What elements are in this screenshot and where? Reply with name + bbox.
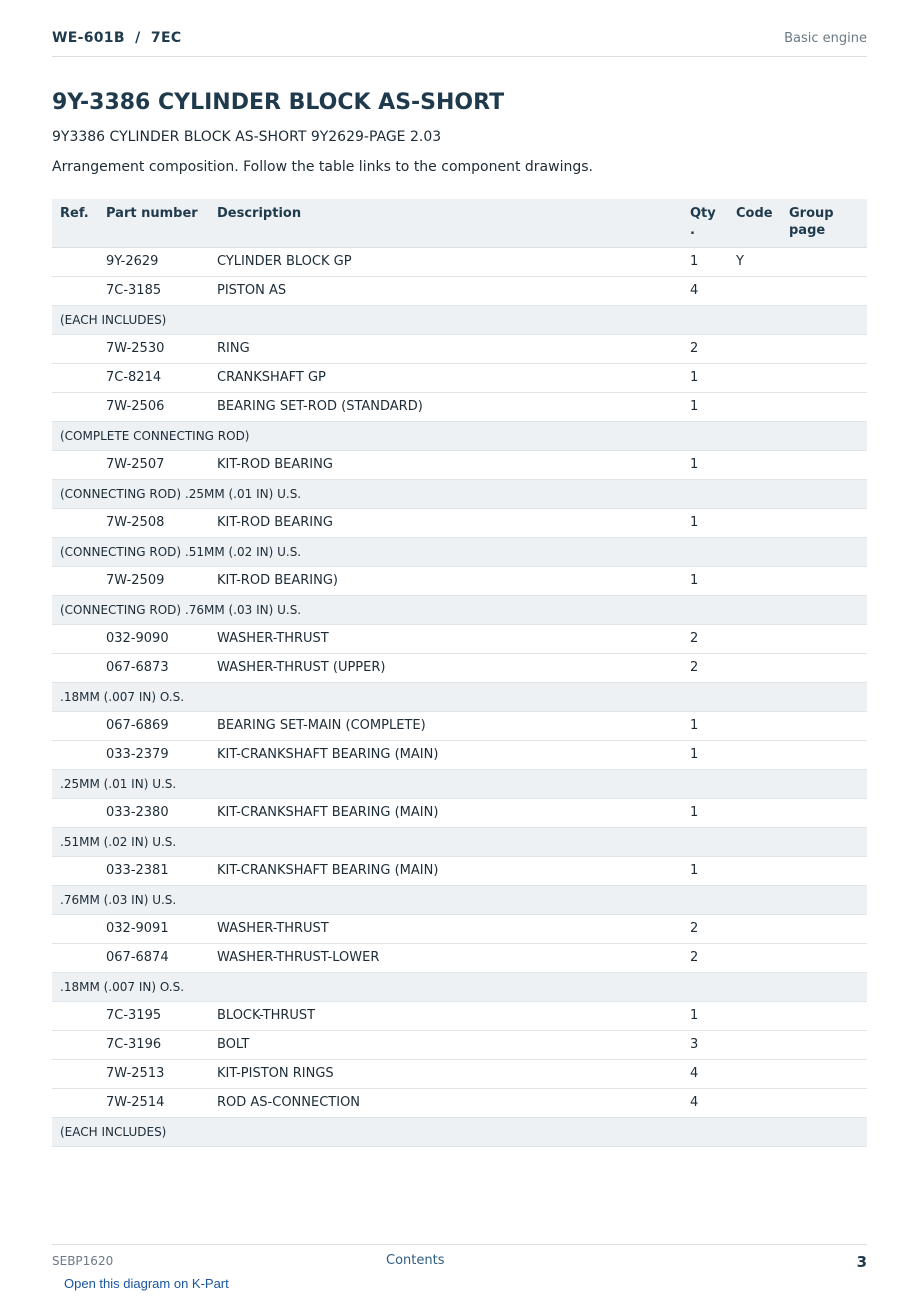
group-page-cell bbox=[781, 624, 867, 653]
part-number-cell: 067-6873 bbox=[98, 653, 209, 682]
code-cell bbox=[728, 508, 781, 537]
description-cell: KIT-CRANKSHAFT BEARING (MAIN) bbox=[209, 740, 682, 769]
note-text: (EACH INCLUDES) bbox=[52, 1117, 867, 1146]
group-page-cell bbox=[781, 856, 867, 885]
part-number-cell: 033-2380 bbox=[98, 798, 209, 827]
group-page-cell bbox=[781, 566, 867, 595]
group-page-cell bbox=[781, 914, 867, 943]
ref-cell bbox=[52, 334, 98, 363]
ref-cell bbox=[52, 711, 98, 740]
part-number-cell: 7C-3196 bbox=[98, 1030, 209, 1059]
ref-cell bbox=[52, 450, 98, 479]
description-cell: RING bbox=[209, 334, 682, 363]
page-subtitle: 9Y3386 CYLINDER BLOCK AS-SHORT 9Y2629-PAGE 2.03 bbox=[52, 129, 442, 145]
part-number-cell: 033-2379 bbox=[98, 740, 209, 769]
qty-cell: 1 bbox=[682, 798, 728, 827]
code-cell bbox=[728, 943, 781, 972]
part-number-cell: 7W-2506 bbox=[98, 392, 209, 421]
code-cell bbox=[728, 566, 781, 595]
code-cell bbox=[728, 334, 781, 363]
group-page-cell bbox=[781, 363, 867, 392]
qty-cell: 2 bbox=[682, 914, 728, 943]
note-text: (CONNECTING ROD) .51MM (.02 IN) U.S. bbox=[52, 537, 867, 566]
table-row bbox=[52, 276, 867, 305]
table-note-row bbox=[52, 421, 867, 450]
column-header-ref: Ref. bbox=[52, 199, 98, 247]
group-page-cell bbox=[781, 943, 867, 972]
code-cell bbox=[728, 450, 781, 479]
part-number-cell: 9Y-2629 bbox=[98, 247, 209, 276]
code-cell bbox=[728, 392, 781, 421]
description-cell: KIT-CRANKSHAFT BEARING (MAIN) bbox=[209, 798, 682, 827]
group-page-cell bbox=[781, 247, 867, 276]
part-number-cell: 7W-2508 bbox=[98, 508, 209, 537]
part-number-cell: 7W-2513 bbox=[98, 1059, 209, 1088]
code-cell bbox=[728, 798, 781, 827]
qty-cell: 1 bbox=[682, 740, 728, 769]
note-text: (CONNECTING ROD) .76MM (.03 IN) U.S. bbox=[52, 595, 867, 624]
description-cell: CYLINDER BLOCK GP bbox=[209, 247, 682, 276]
note-text: .25MM (.01 IN) U.S. bbox=[52, 769, 867, 798]
column-header-group-page: Group page bbox=[781, 199, 867, 247]
part-number-cell: 7C-3195 bbox=[98, 1001, 209, 1030]
group-page-cell bbox=[781, 711, 867, 740]
group-page-cell bbox=[781, 334, 867, 363]
qty-cell: 1 bbox=[682, 711, 728, 740]
ref-cell bbox=[52, 566, 98, 595]
qty-cell: 2 bbox=[682, 653, 728, 682]
code-cell bbox=[728, 914, 781, 943]
code-cell bbox=[728, 740, 781, 769]
table-row bbox=[52, 1030, 867, 1059]
ref-cell bbox=[52, 1088, 98, 1117]
group-page-cell bbox=[781, 1030, 867, 1059]
parts-table bbox=[52, 199, 867, 1147]
qty-cell: 1 bbox=[682, 392, 728, 421]
description-cell: WASHER-THRUST bbox=[209, 914, 682, 943]
group-page-cell bbox=[781, 740, 867, 769]
note-text: .76MM (.03 IN) U.S. bbox=[52, 885, 867, 914]
table-row bbox=[52, 914, 867, 943]
code-cell bbox=[728, 653, 781, 682]
note-text: .51MM (.02 IN) U.S. bbox=[52, 827, 867, 856]
table-note-row bbox=[52, 537, 867, 566]
qty-cell: 1 bbox=[682, 247, 728, 276]
column-header-description: Description bbox=[209, 199, 682, 247]
description-cell: KIT-PISTON RINGS bbox=[209, 1059, 682, 1088]
part-number-cell: 7C-8214 bbox=[98, 363, 209, 392]
group-page-cell bbox=[781, 508, 867, 537]
page-footer bbox=[52, 1244, 867, 1275]
description-cell: PISTON AS bbox=[209, 276, 682, 305]
ref-cell bbox=[52, 740, 98, 769]
group-page-cell bbox=[781, 653, 867, 682]
column-header-code: Code bbox=[728, 199, 781, 247]
table-row bbox=[52, 798, 867, 827]
description-cell: CRANKSHAFT GP bbox=[209, 363, 682, 392]
code-cell bbox=[728, 1030, 781, 1059]
ref-cell bbox=[52, 392, 98, 421]
group-page-cell bbox=[781, 276, 867, 305]
table-note-row bbox=[52, 972, 867, 1001]
table-row bbox=[52, 363, 867, 392]
qty-cell: 2 bbox=[682, 624, 728, 653]
table-note-row bbox=[52, 769, 867, 798]
description-cell: KIT-ROD BEARING bbox=[209, 450, 682, 479]
intro-text: Arrangement composition. Follow the table links to the component drawings. bbox=[52, 159, 593, 175]
part-number-cell: 7W-2507 bbox=[98, 450, 209, 479]
part-number-cell: 7W-2509 bbox=[98, 566, 209, 595]
table-note-row bbox=[52, 1117, 867, 1146]
table-row bbox=[52, 856, 867, 885]
ref-cell bbox=[52, 1030, 98, 1059]
open-diagram-link[interactable]: Open this diagram on K-Part bbox=[64, 1276, 229, 1291]
part-number-cell: 067-6874 bbox=[98, 943, 209, 972]
description-cell: WASHER-THRUST (UPPER) bbox=[209, 653, 682, 682]
description-cell: BOLT bbox=[209, 1030, 682, 1059]
note-text: (CONNECTING ROD) .25MM (.01 IN) U.S. bbox=[52, 479, 867, 508]
table-note-row bbox=[52, 885, 867, 914]
table-row bbox=[52, 392, 867, 421]
document-id: SEBP1620 bbox=[52, 1254, 114, 1268]
ref-cell bbox=[52, 856, 98, 885]
table-note-row bbox=[52, 595, 867, 624]
table-row bbox=[52, 740, 867, 769]
table-row bbox=[52, 1059, 867, 1088]
group-page-cell bbox=[781, 392, 867, 421]
part-number-cell: 7W-2514 bbox=[98, 1088, 209, 1117]
table-row bbox=[52, 247, 867, 276]
table-row bbox=[52, 711, 867, 740]
description-cell: BLOCK-THRUST bbox=[209, 1001, 682, 1030]
table-row bbox=[52, 1001, 867, 1030]
ref-cell bbox=[52, 508, 98, 537]
part-number-cell: 7C-3185 bbox=[98, 276, 209, 305]
page-header bbox=[52, 28, 867, 57]
ref-cell bbox=[52, 914, 98, 943]
ref-cell bbox=[52, 1001, 98, 1030]
ref-cell bbox=[52, 798, 98, 827]
description-cell: KIT-ROD BEARING) bbox=[209, 566, 682, 595]
part-number-cell: 032-9091 bbox=[98, 914, 209, 943]
table-header-row bbox=[52, 199, 867, 247]
code-cell bbox=[728, 856, 781, 885]
group-page-cell bbox=[781, 1088, 867, 1117]
ref-cell bbox=[52, 943, 98, 972]
ref-cell bbox=[52, 276, 98, 305]
description-cell: WASHER-THRUST-LOWER bbox=[209, 943, 682, 972]
code-cell bbox=[728, 711, 781, 740]
part-number-cell: 067-6869 bbox=[98, 711, 209, 740]
note-text: .18MM (.007 IN) O.S. bbox=[52, 972, 867, 1001]
code-cell bbox=[728, 363, 781, 392]
qty-cell: 1 bbox=[682, 508, 728, 537]
description-cell: BEARING SET-ROD (STANDARD) bbox=[209, 392, 682, 421]
table-row bbox=[52, 566, 867, 595]
qty-cell: 4 bbox=[682, 1059, 728, 1088]
ref-cell bbox=[52, 653, 98, 682]
group-page-cell bbox=[781, 798, 867, 827]
code-cell bbox=[728, 1059, 781, 1088]
description-cell: ROD AS-CONNECTION bbox=[209, 1088, 682, 1117]
description-cell: KIT-ROD BEARING bbox=[209, 508, 682, 537]
note-text: .18MM (.007 IN) O.S. bbox=[52, 682, 867, 711]
table-row bbox=[52, 943, 867, 972]
qty-cell: 1 bbox=[682, 856, 728, 885]
code-cell: Y bbox=[728, 247, 781, 276]
ref-cell bbox=[52, 624, 98, 653]
model-breadcrumb: WE-601B / 7EC bbox=[52, 30, 182, 46]
group-page-cell bbox=[781, 1059, 867, 1088]
contents-link[interactable]: Contents bbox=[386, 1253, 445, 1268]
column-header-part-number: Part number bbox=[98, 199, 209, 247]
qty-cell: 4 bbox=[682, 1088, 728, 1117]
description-cell: BEARING SET-MAIN (COMPLETE) bbox=[209, 711, 682, 740]
table-row bbox=[52, 334, 867, 363]
table-note-row bbox=[52, 682, 867, 711]
code-cell bbox=[728, 1088, 781, 1117]
ref-cell bbox=[52, 247, 98, 276]
parts-table-body bbox=[52, 247, 867, 1146]
code-cell bbox=[728, 624, 781, 653]
qty-cell: 3 bbox=[682, 1030, 728, 1059]
qty-cell: 2 bbox=[682, 943, 728, 972]
qty-cell: 1 bbox=[682, 1001, 728, 1030]
description-cell: WASHER-THRUST bbox=[209, 624, 682, 653]
qty-cell: 2 bbox=[682, 334, 728, 363]
table-note-row bbox=[52, 305, 867, 334]
table-row bbox=[52, 624, 867, 653]
code-cell bbox=[728, 1001, 781, 1030]
section-label: Basic engine bbox=[784, 31, 867, 46]
page-number: 3 bbox=[856, 1253, 867, 1271]
table-note-row bbox=[52, 827, 867, 856]
table-row bbox=[52, 508, 867, 537]
table-note-row bbox=[52, 479, 867, 508]
part-number-cell: 032-9090 bbox=[98, 624, 209, 653]
ref-cell bbox=[52, 1059, 98, 1088]
part-number-cell: 7W-2530 bbox=[98, 334, 209, 363]
qty-cell: 1 bbox=[682, 566, 728, 595]
group-page-cell bbox=[781, 450, 867, 479]
column-header-qty: Qty . bbox=[682, 199, 728, 247]
qty-cell: 1 bbox=[682, 363, 728, 392]
ref-cell bbox=[52, 363, 98, 392]
note-text: (EACH INCLUDES) bbox=[52, 305, 867, 334]
page-title: 9Y-3386 CYLINDER BLOCK AS-SHORT bbox=[52, 90, 505, 115]
table-row bbox=[52, 1088, 867, 1117]
description-cell: KIT-CRANKSHAFT BEARING (MAIN) bbox=[209, 856, 682, 885]
qty-cell: 1 bbox=[682, 450, 728, 479]
code-cell bbox=[728, 276, 781, 305]
qty-cell: 4 bbox=[682, 276, 728, 305]
table-row bbox=[52, 450, 867, 479]
table-row bbox=[52, 653, 867, 682]
group-page-cell bbox=[781, 1001, 867, 1030]
part-number-cell: 033-2381 bbox=[98, 856, 209, 885]
note-text: (COMPLETE CONNECTING ROD) bbox=[52, 421, 867, 450]
